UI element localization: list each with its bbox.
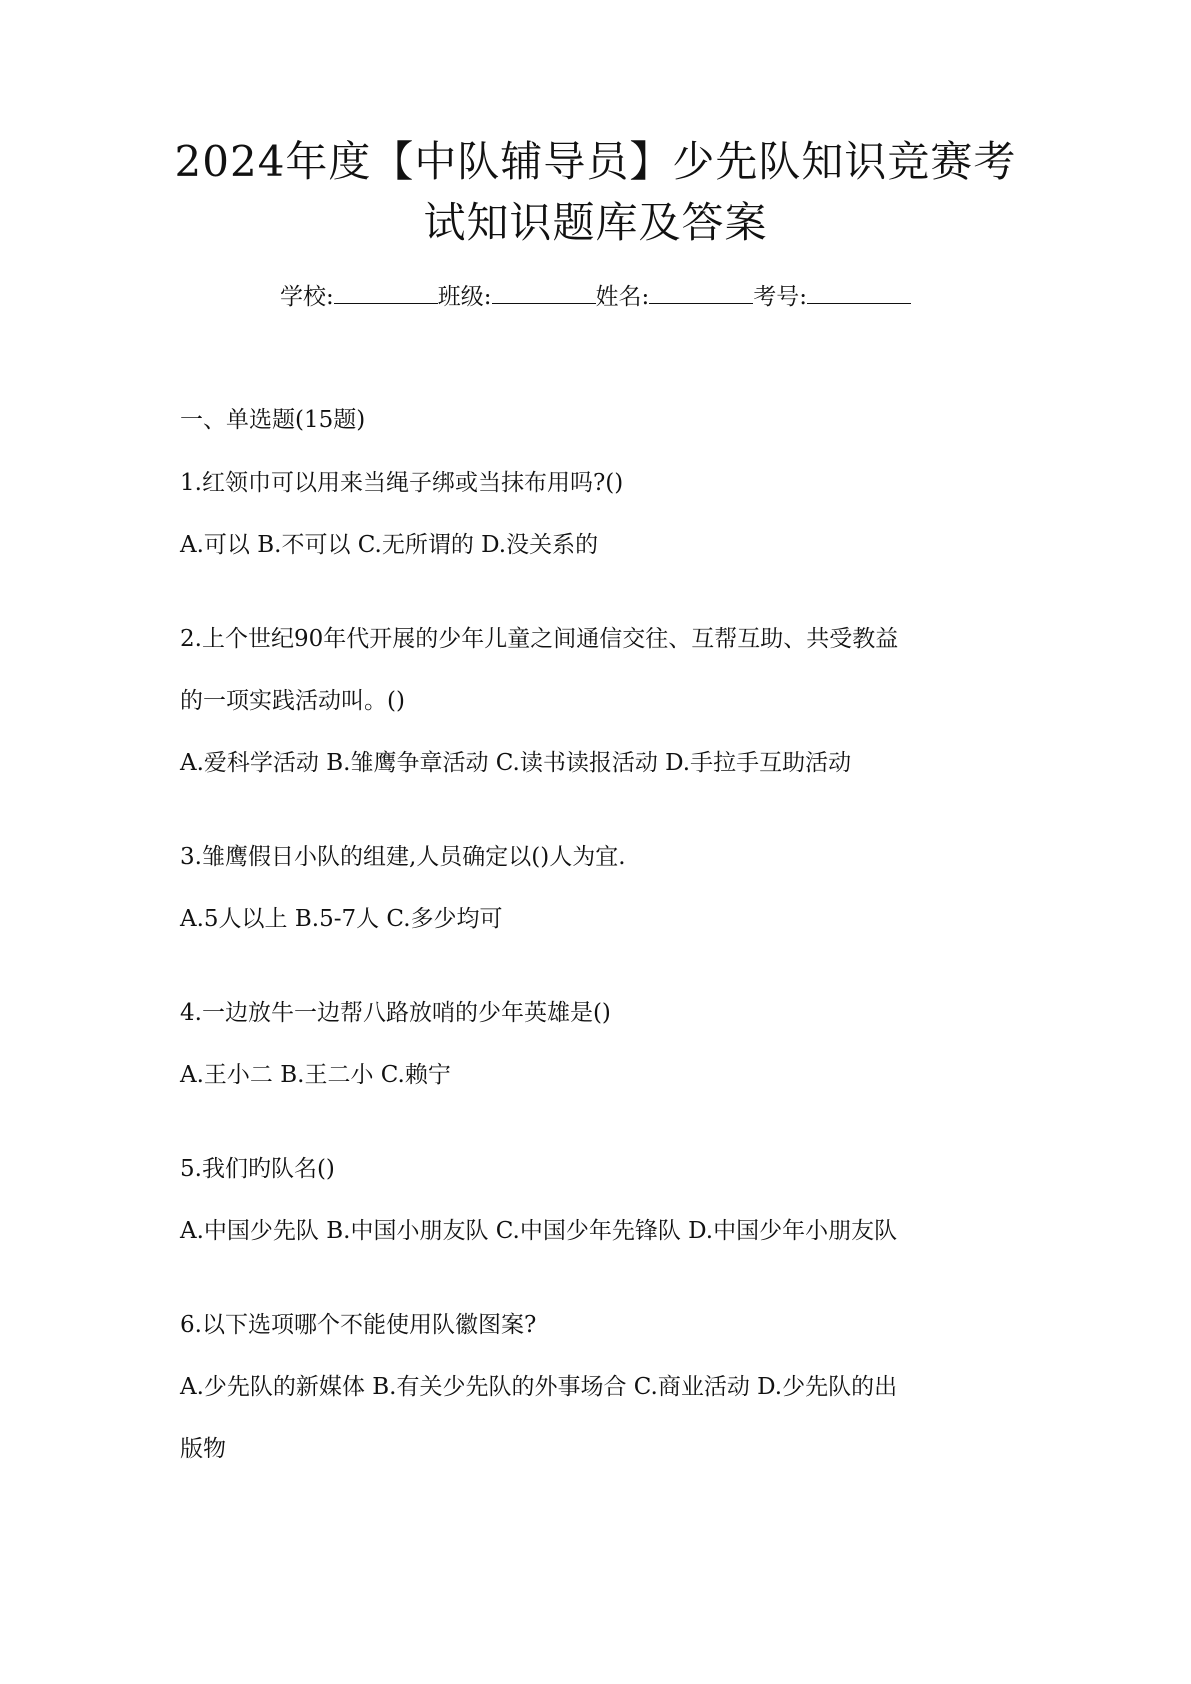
school-blank[interactable] — [334, 281, 438, 304]
question-6-text: 6.以下选项哪个不能使用队徽图案? — [180, 1312, 537, 1338]
question-3-text: 3.雏鹰假日小队的组建,人员确定以()人为宜. — [180, 844, 626, 870]
exam-number-blank[interactable] — [807, 281, 911, 304]
question-5-options: A.中国少先队 B.中国小朋友队 C.中国少年先锋队 D.中国少年小朋友队 — [180, 1218, 898, 1244]
question-1-text: 1.红领巾可以用来当绳子绑或当抹布用吗?() — [180, 470, 624, 496]
section-heading: 一、单选题(15题) — [180, 407, 366, 433]
question-3-options: A.5人以上 B.5-7人 C.多少均可 — [180, 906, 503, 932]
name-blank[interactable] — [649, 281, 753, 304]
question-6-options-line-2: 版物 — [180, 1436, 226, 1462]
class-label: 班级: — [437, 284, 492, 310]
question-2-text-line-1: 2.上个世纪90年代开展的少年儿童之间通信交往、互帮互助、共受教益 — [180, 626, 899, 652]
student-info-line — [0, 280, 1191, 314]
school-label: 学校: — [280, 284, 334, 310]
question-6-options-line-1: A.少先队的新媒体 B.有关少先队的外事场合 C.商业活动 D.少先队的出 — [180, 1374, 898, 1400]
question-4-text: 4.一边放牛一边帮八路放哨的少年英雄是() — [180, 1000, 611, 1026]
question-2-options: A.爱科学活动 B.雏鹰争章活动 C.读书读报活动 D.手拉手互助活动 — [180, 750, 852, 776]
question-4-options: A.王小二 B.王二小 C.赖宁 — [180, 1062, 451, 1088]
class-blank[interactable] — [492, 281, 596, 304]
question-1-options: A.可以 B.不可以 C.无所谓的 D.没关系的 — [180, 532, 599, 558]
name-label: 姓名: — [595, 284, 650, 310]
question-5-text: 5.我们旳队名() — [180, 1156, 335, 1182]
exam-number-label: 考号: — [753, 284, 807, 310]
document-title-line-1: 2024年度【中队辅导员】少先队知识竞赛考 — [174, 137, 1017, 186]
document-title-line-2: 试知识题库及答案 — [423, 198, 768, 247]
question-2-text-line-2: 的一项实践活动叫。() — [180, 688, 405, 714]
